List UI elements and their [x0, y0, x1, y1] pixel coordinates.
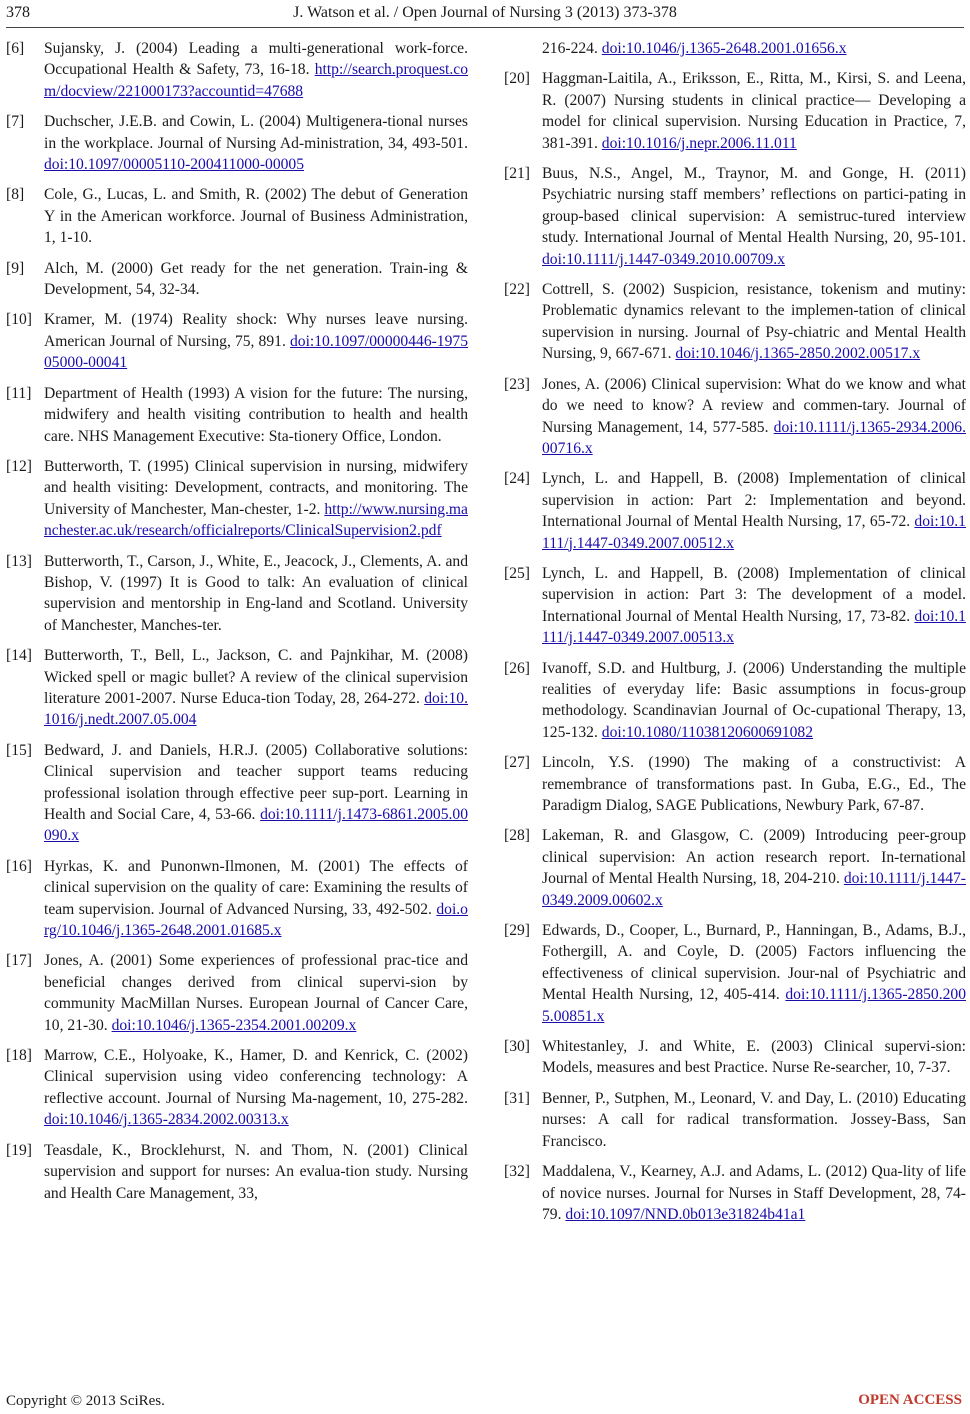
reference-body: [542, 752, 966, 816]
reference-entry: [6, 38, 468, 102]
reference-body: [44, 184, 468, 248]
reference-link[interactable]: doi:10.1111/j.1365-2850.2005.00851.x: [542, 986, 966, 1025]
reference-number: [20]: [504, 70, 530, 88]
reference-number: [19]: [6, 1141, 32, 1159]
reference-number: [504, 38, 542, 59]
reference-number: [15]: [6, 741, 32, 759]
reference-text: Edwards, D., Cooper, L., Burnard, P., Hanningan, B., Adams, B.J., Fothergill, A. and Coyle, D. (2005) Factors influencing the effectiveness of clinical supervision. Jour-nal of Psychiatric and Mental Health Nursing, 12, 405-414.: [542, 922, 966, 1004]
reference-text: Cottrell, S. (2002) Suspicion, resistance, tokenism and mutiny: Problematic dynamics relevant to the implemen-tation of clinical supervision in nursing. Journal of Psy-chiatric and Mental Health Nursing, 9, 667-671.: [542, 281, 966, 363]
open-access-label: OPEN ACCESS: [858, 1392, 962, 1408]
reference-entry: [504, 1036, 966, 1079]
reference-number: [21]: [504, 165, 530, 183]
reference-number: [22]: [504, 281, 530, 299]
reference-body: [542, 68, 966, 154]
reference-number: [13]: [6, 552, 32, 570]
reference-text: Marrow, C.E., Holyoake, K., Hamer, D. and Kenrick, C. (2002) Clinical supervision using video conferencing technology: A reflective account. Journal of Nursing Ma-nagement, 10, 275-282.: [44, 1047, 468, 1107]
reference-body: [542, 38, 966, 59]
reference-text: Duchscher, J.E.B. and Cowin, L. (2004) Multigenera-tional nurses in the workplace. Journal of Nursing Ad-ministration, 34, 493-501.: [44, 113, 468, 152]
running-head: J. Watson et al. / Open Journal of Nursing 3 (2013) 373-378: [293, 4, 677, 21]
reference-entry: [6, 740, 468, 847]
reference-entry: [504, 752, 966, 816]
reference-entry: [6, 309, 468, 373]
reference-number: [18]: [6, 1047, 32, 1065]
reference-entry: [6, 1140, 468, 1204]
reference-body: [44, 309, 468, 373]
reference-body: [542, 1161, 966, 1225]
reference-entry: [504, 1088, 966, 1152]
reference-number: [29]: [504, 922, 530, 940]
reference-body: [44, 950, 468, 1036]
reference-number: [26]: [504, 659, 530, 677]
reference-number: [24]: [504, 470, 530, 488]
reference-entry: [504, 38, 966, 59]
reference-entry: [6, 645, 468, 731]
reference-entry: [6, 456, 468, 542]
reference-text: Butterworth, T., Bell, L., Jackson, C. and Pajnkihar, M. (2008) Wicked spell or magic bullet? A review of the clinical supervision literature 2001-2007. Nurse Educa-tion Today, 28, 264-272.: [44, 647, 468, 707]
reference-text: Maddalena, V., Kearney, A.J. and Adams, L. (2012) Qua-lity of life of novice nurses. Journal for Nurses in Staff Development, 28, 74-79.: [542, 1163, 966, 1223]
reference-body: [542, 825, 966, 911]
reference-body: [44, 551, 468, 637]
reference-text: Hyrkas, K. and Punonwn-Ilmonen, M. (2001) The effects of clinical supervision on the quality of care: Examining the results of team supervision. Journal of Advanced Nursing, 33, 492-502.: [44, 857, 468, 918]
reference-body: [542, 1088, 966, 1152]
reference-text: 216-224.: [542, 40, 598, 57]
reference-number: [31]: [504, 1089, 530, 1107]
reference-entry: [504, 920, 966, 1027]
reference-entry: [6, 950, 468, 1036]
reference-text: Benner, P., Sutphen, M., Leonard, V. and Day, L. (2010) Educating nurses: A call for radical transformation. Jossey-Bass, San Francisco.: [542, 1089, 966, 1150]
reference-entry: [504, 658, 966, 744]
reference-number: [23]: [504, 375, 530, 393]
reference-body: [542, 468, 966, 554]
reference-body: [44, 38, 468, 102]
reference-text: Bedward, J. and Daniels, H.R.J. (2005) Collaborative solutions: Clinical supervision and teacher support teams reducing professional isolation through effective peer sup-port. Learning in Health and Social Care, 4, 53-66.: [44, 741, 468, 823]
reference-entry: [6, 184, 468, 248]
right-column: [504, 38, 966, 1234]
reference-number: [30]: [504, 1038, 530, 1056]
reference-body: [542, 374, 966, 460]
reference-body: [44, 111, 468, 175]
reference-link[interactable]: doi:10.1016/j.nedt.2007.05.004: [44, 689, 468, 729]
reference-body: [44, 740, 468, 847]
reference-link[interactable]: doi:10.1046/j.1365-2834.2002.00313.x: [44, 1111, 289, 1129]
reference-text: Butterworth, T. (1995) Clinical supervision in nursing, midwifery and health visiting: Development, contracts, and monitoring. The University of Manchester, Man-chester, 1-2.: [44, 457, 468, 518]
reference-body: [44, 1140, 468, 1204]
reference-number: [7]: [6, 113, 25, 131]
reference-number: [17]: [6, 952, 32, 970]
reference-body: [44, 456, 468, 542]
reference-text: Lincoln, Y.S. (1990) The making of a constructivist: A remembrance of transformations past. In Guba, E.G., Ed., The Paradigm Dialog, SAGE Publications, Newbury Park, 67-87.: [542, 754, 966, 814]
reference-text: Alch, M. (2000) Get ready for the net generation. Train-ing & Development, 54, 32-34.: [44, 259, 468, 299]
reference-entry: [6, 383, 468, 447]
reference-number: [11]: [6, 384, 32, 402]
reference-text: Department of Health (1993) A vision for the future: The nursing, midwifery and health visiting contribution to health and health care. NHS Management Executive: Sta-tionery Office, London.: [44, 384, 468, 445]
reference-number: [25]: [504, 564, 530, 582]
reference-link[interactable]: doi:10.1111/j.1447-0349.2007.00512.x: [542, 513, 966, 552]
reference-body: [542, 163, 966, 270]
reference-text: Kramer, M. (1974) Reality shock: Why nurses leave nursing. American Journal of Nursing, 75, 891.: [44, 311, 468, 350]
reference-entry: [504, 68, 966, 154]
reference-link[interactable]: doi:10.1097/00005110-200411000-00005: [44, 156, 305, 174]
header-rule: [6, 27, 964, 28]
reference-text: Lynch, L. and Happell, B. (2008) Implementation of clinical supervision in action: Part 3: The development of a model. International Journal of Mental Health Nursing, 17, 73-82.: [542, 564, 966, 625]
reference-entry: [504, 563, 966, 649]
reference-body: [542, 563, 966, 649]
reference-entry: [504, 374, 966, 460]
reference-text: Cole, G., Lucas, L. and Smith, R. (2002) The debut of Generation Y in the American workforce. Journal of Business Administration, 1, 1-10.: [44, 186, 468, 247]
reference-body: [542, 658, 966, 744]
reference-body: [44, 258, 468, 301]
reference-link[interactable]: doi:10.1097/00000446-197505000-00041: [44, 332, 468, 372]
reference-body: [542, 920, 966, 1027]
reference-number: [10]: [6, 311, 32, 329]
reference-number: [16]: [6, 857, 32, 875]
left-column: [6, 38, 468, 1213]
reference-number: [14]: [6, 647, 32, 665]
reference-number: [9]: [6, 259, 25, 277]
reference-number: [6]: [6, 40, 25, 57]
reference-text: Jones, A. (2001) Some experiences of professional prac-tice and beneficial changes derived from clinical supervi-sion by community MacMillan Nurses. European Journal of Cancer Care, 10, 21-30.: [44, 952, 468, 1034]
reference-text: Jones, A. (2006) Clinical supervision: What do we know and what do we need to know? A review and commen-tary. Journal of Nursing Management, 14, 577-585.: [542, 375, 966, 436]
reference-text: Buus, N.S., Angel, M., Traynor, M. and Gonge, H. (2011) Psychiatric nursing staff members’ reflections on partici-pating in group-based clinical supervision: A semistruc-tured interview study. International Journal of Mental Health Nursing, 20, 95-101.: [542, 165, 966, 247]
reference-number: [8]: [6, 186, 25, 204]
reference-text: Butterworth, T., Carson, J., White, E., Jeacock, J., Clements, A. and Bishop, V. (1997) It is Good to talk: An evaluation of clinical supervision and mentorship in Eng-land and Scotland. University of Manchester, Manches-ter.: [44, 552, 468, 634]
reference-entry: [6, 856, 468, 942]
reference-entry: [504, 1161, 966, 1225]
reference-entry: [504, 468, 966, 554]
reference-body: [44, 383, 468, 447]
reference-text: Sujansky, J. (2004) Leading a multi-generational work-force. Occupational Health & Safety, 73, 16-18.: [44, 40, 468, 79]
reference-number: [32]: [504, 1163, 530, 1181]
reference-entry: [6, 111, 468, 175]
reference-link[interactable]: doi:10.1046/j.1365-2354.2001.00209.x: [111, 1016, 357, 1034]
reference-link[interactable]: doi:10.1111/j.1447-0349.2007.00513.x: [542, 607, 966, 647]
reference-number: [27]: [504, 754, 530, 772]
reference-text: Ivanoff, S.D. and Hultburg, J. (2006) Understanding the multiple realities of everyday life: Basic assumptions in focus-group methodology. Scandinavian Journal of Oc-cupational Therapy, 13, 125-132.: [542, 659, 966, 741]
reference-number: [28]: [504, 827, 530, 845]
reference-link[interactable]: doi.org/10.1046/j.1365-2648.2001.01685.x: [44, 900, 468, 940]
reference-number: [12]: [6, 457, 32, 475]
reference-text: Lynch, L. and Happell, B. (2008) Implementation of clinical supervision in action: Part 2: Implementation and beyond. International Journal of Mental Health Nursing, 17, 65-72.: [542, 470, 966, 531]
reference-link[interactable]: doi:10.1097/NND.0b013e31824b41a1: [565, 1205, 806, 1223]
reference-entry: [6, 551, 468, 637]
reference-entry: [6, 258, 468, 301]
reference-body: [542, 279, 966, 365]
reference-text: Whitestanley, J. and White, E. (2003) Clinical supervi-sion: Models, measures and best Practice. Nurse Re-searcher, 10, 7-37.: [542, 1038, 966, 1077]
reference-body: [542, 1036, 966, 1079]
reference-link[interactable]: doi:10.1111/j.1447-0349.2010.00709.x: [542, 250, 785, 268]
reference-entry: [504, 279, 966, 365]
reference-link[interactable]: http://www.nursing.manchester.ac.uk/research/officialreports/ClinicalSupervision2.pdf: [44, 500, 468, 540]
reference-entry: [504, 163, 966, 270]
reference-text: Haggman-Laitila, A., Eriksson, E., Ritta, M., Kirsi, S. and Leena, R. (2007) Nursing students in clinical practice— Developing a model for clinical supervision. Nursing Education in Practice, 7, 381-391.: [542, 70, 966, 152]
copyright-notice: Copyright © 2013 SciRes.: [6, 1393, 165, 1409]
reference-link[interactable]: doi:10.1111/j.1365-2934.2006.00716.x: [542, 418, 966, 457]
reference-link[interactable]: http://search.proquest.com/docview/221000173?accountid=47688: [44, 61, 468, 100]
reference-link[interactable]: doi:10.1111/j.1473-6861.2005.00090.x: [44, 806, 468, 845]
reference-link[interactable]: doi:10.1111/j.1447-0349.2009.00602.x: [542, 870, 967, 909]
reference-link[interactable]: doi:10.1046/j.1365-2850.2002.00517.x: [675, 345, 921, 363]
reference-link[interactable]: doi:10.1080/11038120600691082: [601, 723, 814, 741]
reference-body: [44, 856, 468, 942]
reference-text: Lakeman, R. and Glasgow, C. (2009) Introducing peer-group clinical supervision: An action research report. In-ternational Journal of Mental Health Nursing, 18, 204-210.: [542, 827, 966, 888]
reference-body: [44, 1045, 468, 1131]
reference-body: [44, 645, 468, 731]
reference-link[interactable]: doi:10.1046/j.1365-2648.2001.01656.x: [601, 40, 847, 57]
reference-entry: [504, 825, 966, 911]
page-number: 378: [6, 4, 30, 21]
reference-entry: [6, 1045, 468, 1131]
reference-link[interactable]: doi:10.1016/j.nepr.2006.11.011: [601, 134, 797, 152]
reference-text: Teasdale, K., Brocklehurst, N. and Thom, N. (2001) Clinical supervision and support for nurses: An evalua-tion study. Nursing and Health Care Management, 33,: [44, 1141, 468, 1202]
